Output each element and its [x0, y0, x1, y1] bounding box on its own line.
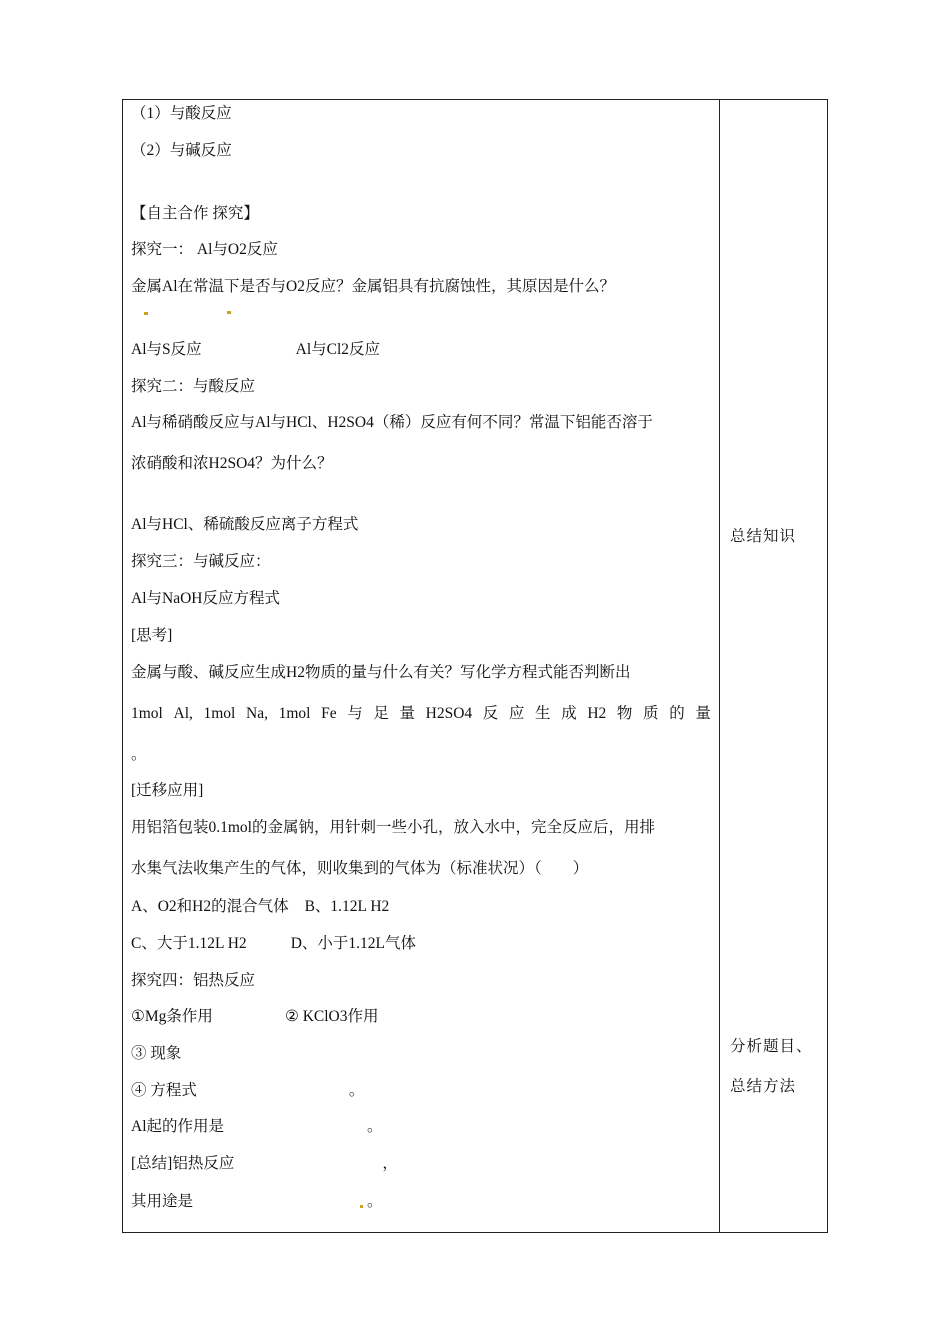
justified-token: 质: [643, 705, 659, 722]
column-divider: [719, 100, 720, 1232]
justified-token: 生: [535, 705, 551, 722]
justified-token: 与: [347, 705, 363, 722]
justified-token: H2: [587, 705, 607, 722]
question-line: 水集气法收集产生的气体，则收集到的气体为（标准状况）（ ）: [131, 860, 589, 877]
question-line: 金属与酸、碱反应生成H2物质的量与什么有关？写化学方程式能否判断出: [131, 664, 631, 681]
justified-token: 量: [695, 705, 711, 722]
mg-role-label: ①Mg条作用: [131, 1008, 213, 1025]
question-line: Al与稀硝酸反应与Al与HCl、H2SO4（稀）反应有何不同？常温下铝能否溶于: [131, 414, 653, 431]
choice-line: [131, 933, 416, 955]
choice-a: A、O2和H2的混合气体: [131, 898, 289, 915]
text-line: [131, 1080, 364, 1102]
justified-token: 物: [616, 705, 633, 722]
text-line: [迁移应用]: [131, 782, 204, 799]
text-line: Al与HCl、稀硫酸反应离子方程式: [131, 516, 359, 533]
cl2-reaction-label: Al与Cl2反应: [295, 341, 381, 358]
highlight-mark: [360, 1205, 363, 1208]
side-note: 分析题目、: [730, 1038, 813, 1055]
text-line: 。: [131, 746, 147, 763]
section-heading: 【自主合作 探究】: [131, 205, 259, 222]
text-line: 探究二：与酸反应: [131, 378, 256, 395]
al-role-label: Al起的作用是: [131, 1118, 225, 1135]
kclo3-role-label: ② KClO3作用: [284, 1008, 379, 1025]
equation-label: ④ 方程式: [131, 1082, 197, 1099]
text-line: ③ 现象: [131, 1045, 182, 1062]
text-line: 探究一： Al与O2反应: [131, 241, 278, 258]
side-note: 总结知识: [730, 528, 797, 545]
text-line: [131, 1006, 379, 1028]
text-line: [131, 1191, 383, 1213]
choice-b: B、1.12L H2: [304, 898, 390, 915]
text-line: [思考]: [131, 627, 173, 644]
justified-token: 1mol: [278, 705, 311, 722]
text-line: （2）与碱反应: [131, 142, 232, 159]
period-mark: 。: [367, 1193, 383, 1210]
justified-token: Na,: [246, 705, 268, 722]
s-reaction-label: Al与S反应: [131, 341, 202, 358]
question-line: 金属Al在常温下是否与O2反应？金属铝具有抗腐蚀性，其原因是什么？: [131, 278, 615, 295]
justified-token: Fe: [321, 705, 337, 722]
justified-token: 1mol: [203, 705, 236, 722]
choice-d: D、小于1.12L气体: [290, 935, 416, 952]
justified-token: 足: [373, 705, 389, 722]
justified-token: 应: [508, 705, 525, 722]
comma-mark: ，: [382, 1155, 398, 1172]
worksheet-table: [122, 99, 828, 1233]
justified-token: 的: [669, 705, 685, 722]
question-line: 浓硝酸和浓H2SO4？为什么？: [131, 455, 333, 472]
usage-label: 其用途是: [131, 1193, 194, 1210]
side-note: 总结方法: [730, 1078, 797, 1095]
choice-c: C、大于1.12L H2: [131, 935, 247, 952]
justified-token: 成: [561, 705, 577, 722]
text-line: 探究三：与碱反应：: [131, 553, 271, 570]
choice-line: [131, 896, 389, 918]
question-line: 用铝箔包装0.1mol的金属钠，用针刺一些小孔，放入水中，完全反应后，用排: [131, 819, 655, 836]
text-line: （1）与酸反应: [131, 105, 232, 122]
justified-token: 1mol: [131, 705, 163, 722]
text-line: [131, 1153, 398, 1175]
text-line: [131, 339, 380, 361]
justified-token: H2SO4: [425, 705, 473, 722]
highlight-mark: [227, 311, 231, 314]
period-mark: 。: [348, 1082, 365, 1099]
justified-token: 量: [399, 705, 415, 722]
justified-token: 反: [482, 705, 499, 722]
justified-line: [131, 703, 711, 725]
text-line: 探究四：铝热反应: [131, 972, 256, 989]
highlight-mark: [144, 312, 148, 315]
text-line: [131, 1116, 383, 1138]
period-mark: 。: [367, 1118, 383, 1135]
summary-label: [总结]铝热反应: [131, 1155, 235, 1172]
justified-token: Al,: [173, 705, 193, 722]
text-line: Al与NaOH反应方程式: [131, 590, 280, 607]
